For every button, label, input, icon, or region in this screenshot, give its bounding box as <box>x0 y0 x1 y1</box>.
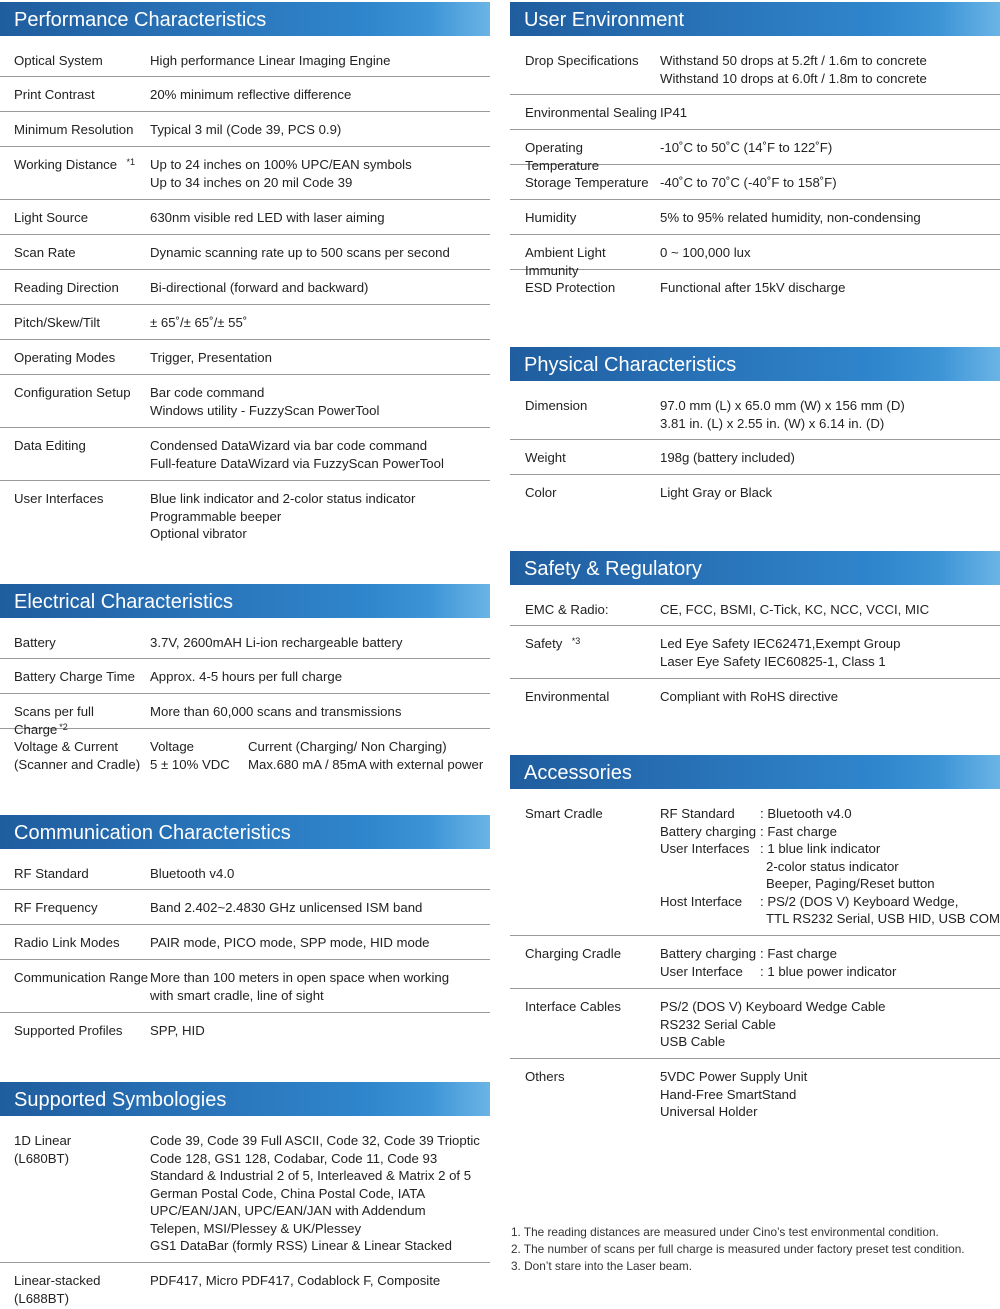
electrical-header: Electrical Characteristics <box>0 584 490 618</box>
spec-row: Configuration Setup Bar code command Windows utility - FuzzyScan PowerTool <box>0 375 490 428</box>
spec-row: Environmental Compliant with RoHS directive <box>525 689 839 704</box>
spec-row: Scans per full Charge $^{*2}$ More than 60,000 scans and transmissions <box>0 694 490 729</box>
footnote-marker: *3 <box>571 636 581 646</box>
footnote: 2. The number of scans per full charge is measured under factory preset test condition. <box>511 1242 965 1256</box>
physical-section <box>510 347 1000 510</box>
spec-row: Print Contrast 20% minimum reflective difference <box>0 77 490 112</box>
spec-row: Charging Cradle Battery charging : Fast charge User Interface : 1 blue power indicator <box>510 936 1000 989</box>
footnote: 3. Don’t stare into the Laser beam. <box>511 1259 692 1273</box>
symbologies-header: Supported Symbologies <box>0 1082 490 1116</box>
communication-section <box>0 815 490 1047</box>
environment-section <box>510 2 1000 305</box>
spec-row: Working Distance $^{*1}$ Up to 24 inches on 100% UPC/EAN symbols Up to 34 inches on 20 mil Code 39 <box>0 147 490 200</box>
spec-row: Ambient Light Immunity 0 ~ 100,000 lux <box>510 235 1000 270</box>
spec-row: Others 5VDC Power Supply Unit Hand-Free SmartStand Universal Holder <box>525 1069 808 1119</box>
spec-row: Scan Rate Dynamic scanning rate up to 500 scans per second <box>0 235 490 270</box>
footnote: 1. The reading distances are measured under Cino’s test environmental condition. <box>511 1225 939 1239</box>
physical-header: Physical Characteristics <box>510 347 1000 381</box>
spec-row: Light Source 630nm visible red LED with laser aiming <box>0 200 490 235</box>
spec-row: 1D Linear (L680BT) Code 39, Code 39 Full ASCII, Code 32, Code 39 Trioptic Code 128, GS1 128, Codabar, Code 11, Code 93 Standard & Industrial 2 of 5, Interleaved & Matrix 2 of 5 German Postal Code, China Postal Code, IATA UPC/EAN/JAN, UPC/EAN/JAN with Addendum Telepen, MSI/Plessey & UK/Plessey GS1 DataBar (formly RSS) Linear & Linear Stacked <box>0 1123 490 1263</box>
spec-row: Pitch/Skew/Tilt ± 65˚/± 65˚/± 55˚ <box>0 305 490 340</box>
spec-row: Reading Direction Bi-directional (forward and backward) <box>0 270 490 305</box>
spec-row: Humidity 5% to 95% related humidity, non-condensing <box>510 200 1000 235</box>
footnote-marker: *1 <box>126 157 135 167</box>
spec-row: EMC & Radio: CE, FCC, BSMI, C-Tick, KC, NCC, VCCI, MIC <box>510 592 1000 626</box>
spec-row: Optical System High performance Linear Imaging Engine <box>0 43 490 77</box>
spec-row: Battery 3.7V, 2600mAH Li-ion rechargeable battery <box>0 625 490 659</box>
spec-row: Environmental Sealing IP41 <box>510 95 1000 130</box>
spec-row: Drop Specifications Withstand 50 drops at 5.2ft / 1.6m to concrete Withstand 10 drops at 6.0ft / 1.8m to concrete <box>510 43 1000 95</box>
spec-row: Data Editing Condensed DataWizard via bar code command Full-feature DataWizard via FuzzyScan PowerTool <box>0 428 490 481</box>
spec-row: Operating Temperature -10˚C to 50˚C (14˚F to 122˚F) <box>510 130 1000 165</box>
spec-row: Safety $^{*3}$ Led Eye Safety IEC62471,Exempt Group Laser Eye Safety IEC60825-1, Class 1 <box>510 626 1000 679</box>
spec-row: Color Light Gray or Black <box>525 485 773 500</box>
footnote-marker: *2 <box>59 721 68 732</box>
safety-section <box>510 551 1000 714</box>
spec-row: Storage Temperature -40˚C to 70˚C (-40˚F to 158˚F) <box>510 165 1000 200</box>
spec-row: RF Frequency Band 2.402~2.4830 GHz unlicensed ISM band <box>0 890 490 925</box>
safety-header: Safety & Regulatory <box>510 551 1000 585</box>
footnotes <box>511 1224 965 1275</box>
spec-row-voltage: Voltage & Current (Scanner and Cradle) Voltage Current (Charging/ Non Charging) 5 ± 10% VDC Max.680 mA / 85mA with external power <box>14 739 484 772</box>
spec-row: Smart Cradle RF Standard : Bluetooth v4.0 Battery charging : Fast charge User Interfaces : 1 blue link indicator 2-color status indicator Beeper, Paging/Reset button Host Interface : PS/2 (DOS V) Keyboard Wedge, TTL RS232 Serial, USB HID, USB COM <box>510 796 1000 936</box>
communication-header: Communication Characteristics <box>0 815 490 849</box>
spec-row: Minimum Resolution Typical 3 mil (Code 39, PCS 0.9) <box>0 112 490 147</box>
spec-row: Interface Cables PS/2 (DOS V) Keyboard Wedge Cable RS232 Serial Cable USB Cable <box>510 989 1000 1059</box>
spec-row: Dimension 97.0 mm (L) x 65.0 mm (W) x 156 mm (D) 3.81 in. (L) x 2.55 in. (W) x 6.14 in. (D) <box>510 388 1000 440</box>
spec-row: Weight 198g (battery included) <box>510 440 1000 475</box>
spec-row: Battery Charge Time Approx. 4-5 hours per full charge <box>0 659 490 694</box>
environment-header: User Environment <box>510 2 1000 36</box>
performance-header: Performance Characteristics <box>0 2 490 36</box>
electrical-section <box>0 584 490 781</box>
accessories-header: Accessories <box>510 755 1000 789</box>
spec-row: Communication Range More than 100 meters in open space when working with smart cradle, line of sight <box>0 960 490 1013</box>
spec-row: Operating Modes Trigger, Presentation <box>0 340 490 375</box>
spec-row: Linear-stacked (L688BT) PDF417, Micro PDF417, Codablock F, Composite <box>14 1273 441 1306</box>
spec-row: Supported Profiles SPP, HID <box>14 1023 205 1038</box>
spec-row: ESD Protection Functional after 15kV discharge <box>525 280 846 295</box>
performance-section <box>0 2 490 551</box>
accessories-section <box>510 755 1000 1129</box>
spec-row: Radio Link Modes PAIR mode, PICO mode, SPP mode, HID mode <box>0 925 490 960</box>
spec-row: RF Standard Bluetooth v4.0 <box>0 856 490 890</box>
spec-row: User Interfaces Blue link indicator and 2-color status indicator Programmable beeper Optional vibrator <box>14 491 416 541</box>
symbologies-section <box>0 1082 490 1309</box>
